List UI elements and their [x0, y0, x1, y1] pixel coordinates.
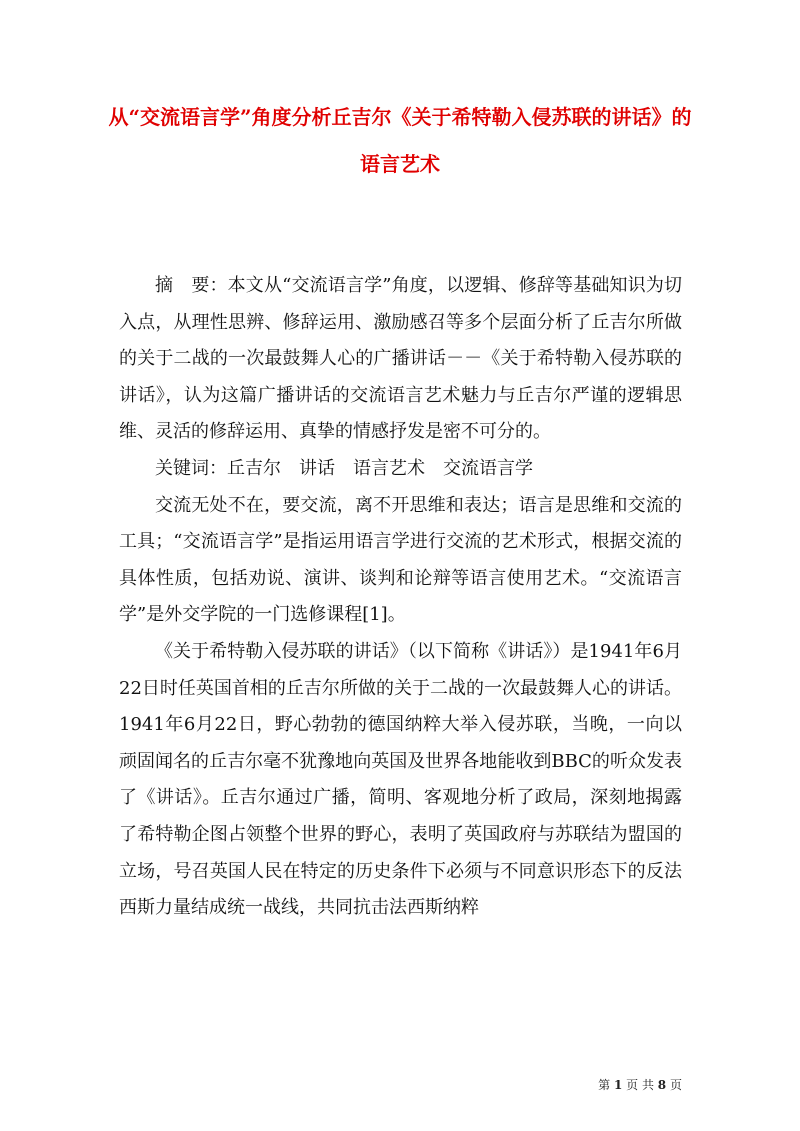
body-paragraph: 《关于希特勒入侵苏联的讲话》（以下简称《讲话》）是1941年6月22日时任英国首相的丘吉尔所做的关于二战的一次最鼓舞人心的讲话。1941年6月22日，野心勃勃的德国纳粹大举入侵苏联，当晚，一向以顽固闻名的丘吉尔毫不犹豫地向英国及世界各地能收到BBC的听众发表了《讲话》。丘吉尔通过广播，简明、客观地分析了政局，深刻地揭露了希特勒企图占领整个世界的野心，表明了英国政府与苏联结为盟国的立场，号召英国人民在特定的历史条件下必须与不同意识形态下的反法西斯力量结成统一战线，共同抗击法西斯纳粹	[119, 640, 682, 919]
total-pages-number: 8	[657, 1078, 667, 1092]
footer-suffix: 页	[669, 1078, 682, 1092]
footer-prefix: 第	[598, 1078, 611, 1092]
keywords-paragraph: 关键词：丘吉尔 讲话 语言艺术 交流语言学	[155, 457, 533, 479]
document-body	[119, 268, 682, 927]
page-footer	[598, 1076, 682, 1093]
document-title: 从“交流语言学”角度分析丘吉尔《关于希特勒入侵苏联的讲话》的语言艺术	[108, 105, 692, 176]
footer-middle: 页 共	[626, 1078, 654, 1092]
current-page-number: 1	[613, 1078, 623, 1092]
abstract-paragraph: 摘 要：本文从“交流语言学”角度，以逻辑、修辞等基础知识为切入点，从理性思辨、修辞运用、激励感召等多个层面分析了丘吉尔所做的关于二战的一次最鼓舞人心的广播讲话－－《关于希特勒入侵苏联的讲话》，认为这篇广播讲话的交流语言艺术魅力与丘吉尔严谨的逻辑思维、灵活的修辞运用、真挚的情感抒发是密不可分的。	[119, 275, 682, 443]
body-paragraph: 交流无处不在，要交流，离不开思维和表达；语言是思维和交流的工具；“交流语言学”是指运用语言学进行交流的艺术形式，根据交流的具体性质，包括劝说、演讲、谈判和论辩等语言使用艺术。“交流语言学”是外交学院的一门选修课程[1]。	[119, 494, 682, 626]
